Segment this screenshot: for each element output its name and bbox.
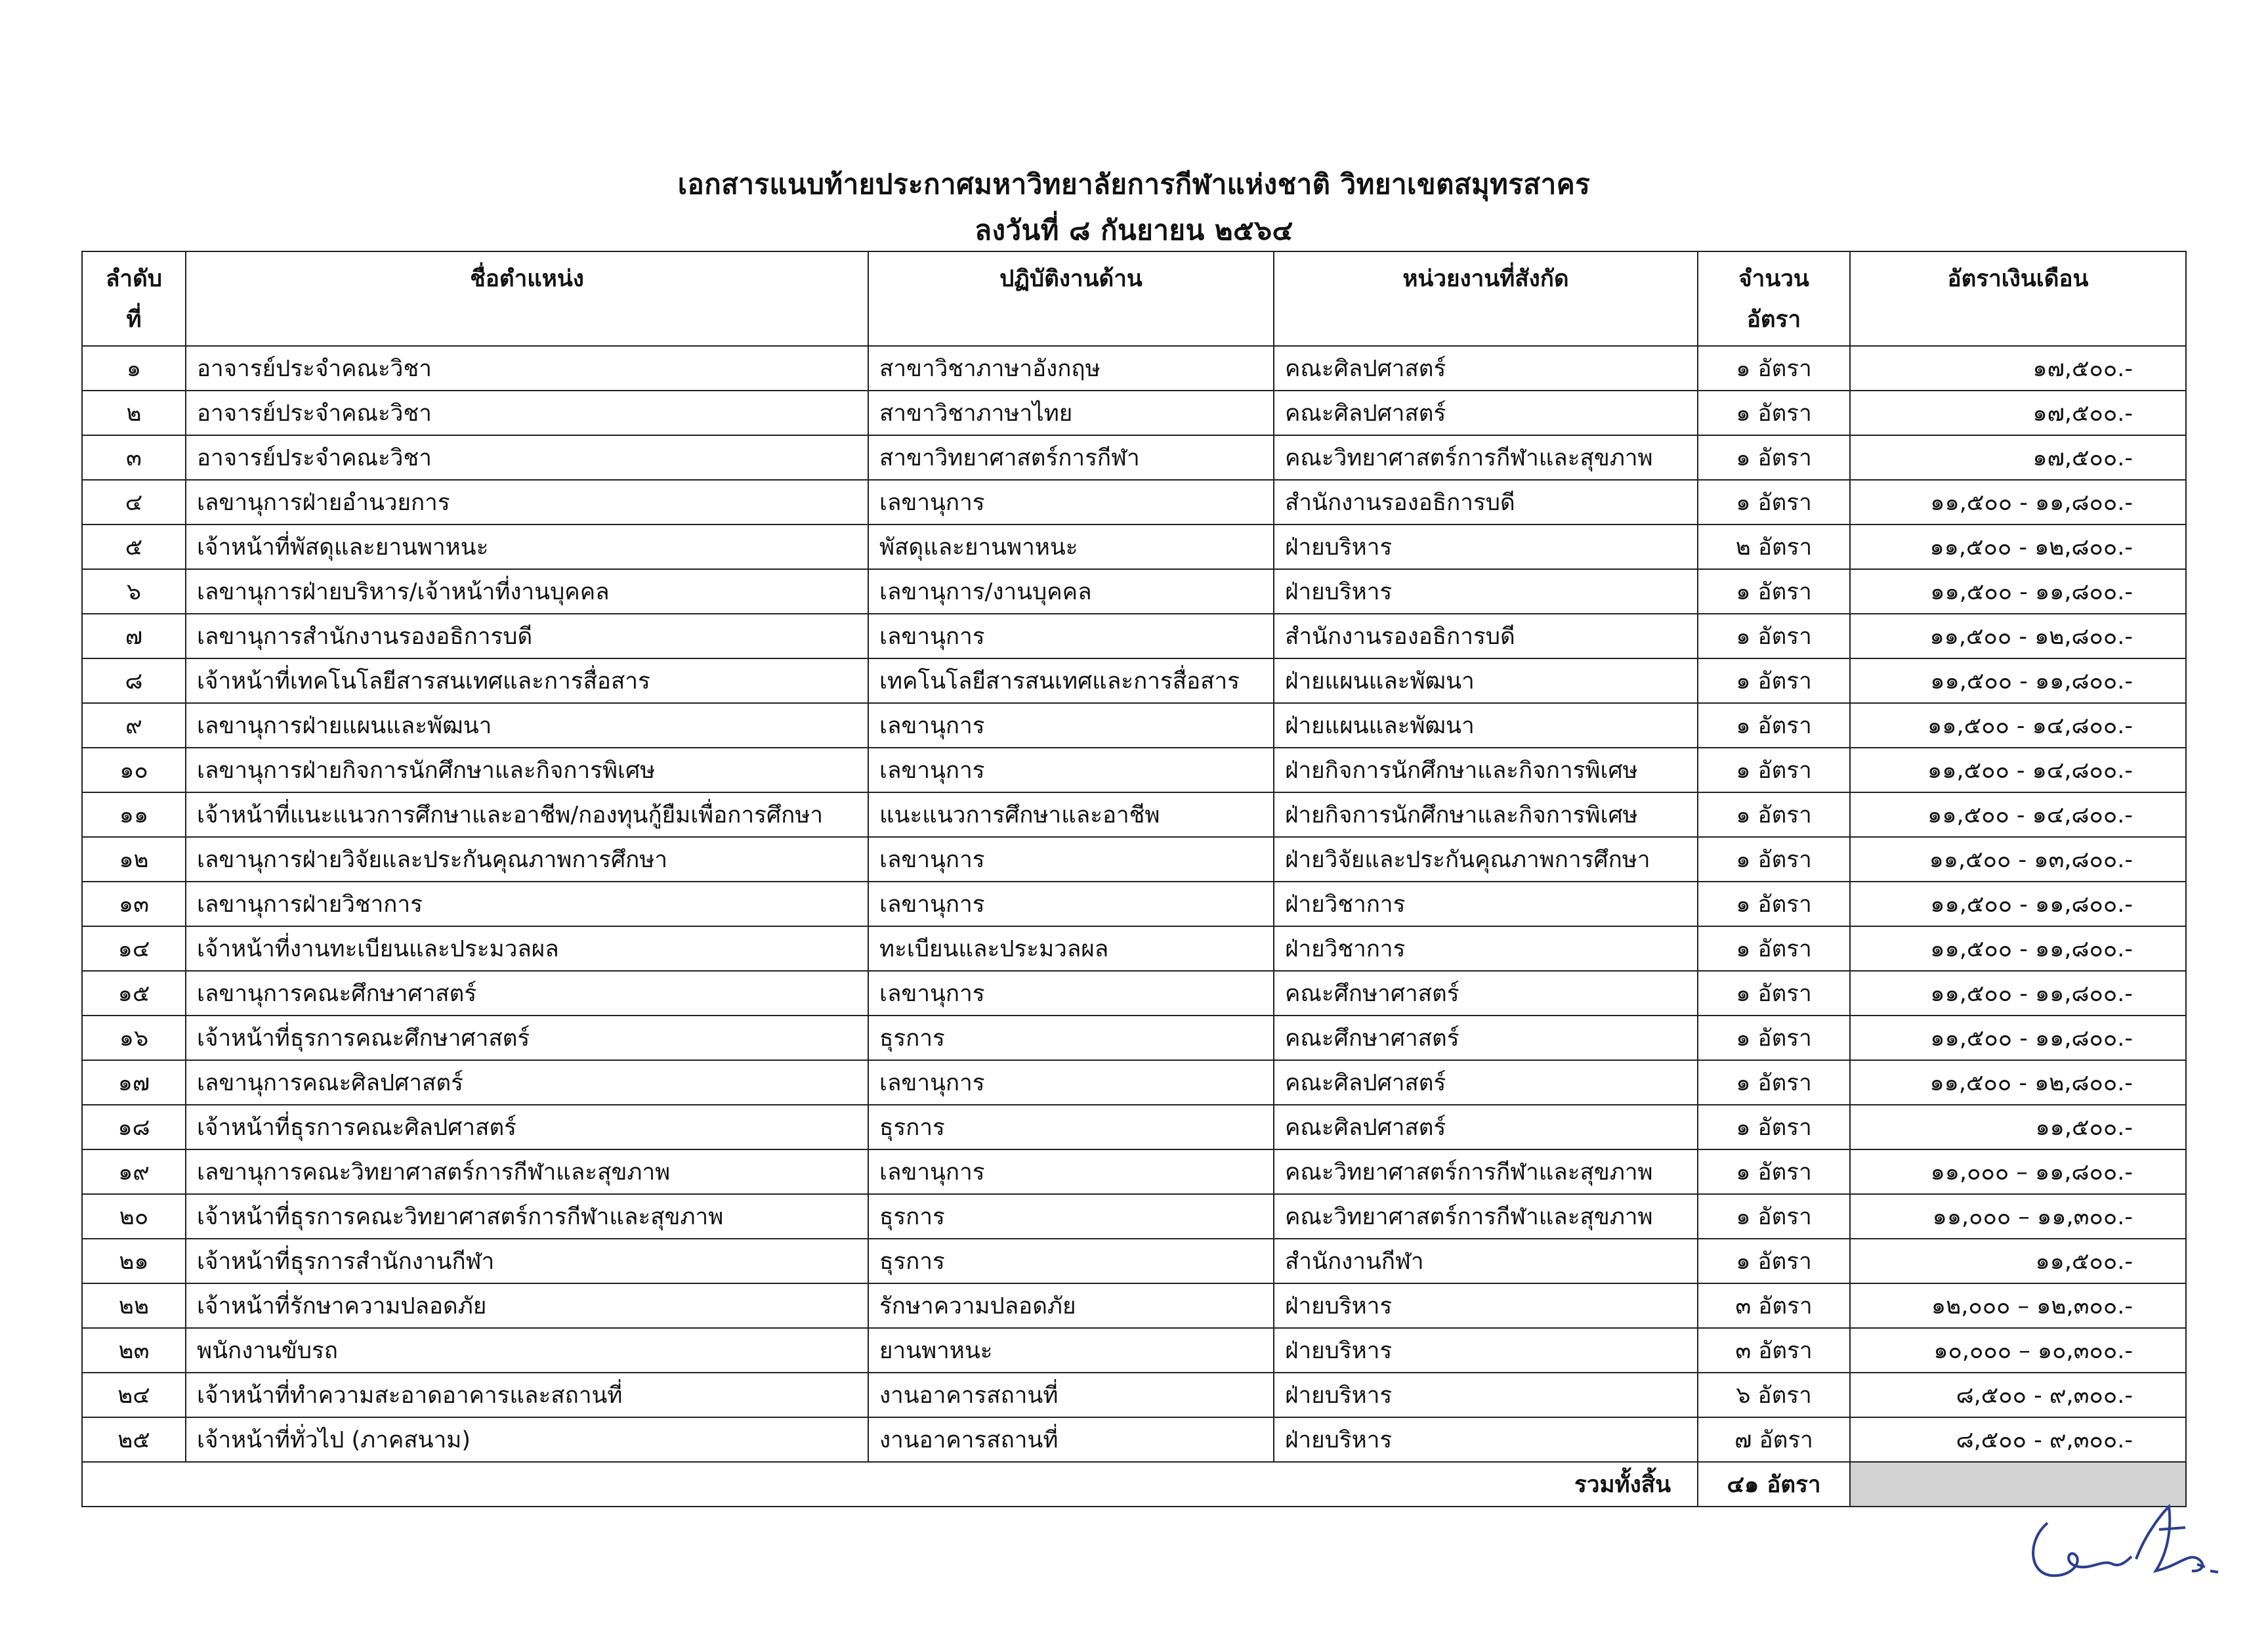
- work-field: เลขานุการ: [868, 882, 1274, 926]
- work-field: สาขาวิชาภาษาไทย: [868, 391, 1274, 435]
- work-field: ธุรการ: [868, 1239, 1274, 1283]
- position-name: พนักงานขับรถ: [186, 1328, 868, 1373]
- department-unit: สำนักงานรองอธิการบดี: [1274, 614, 1698, 658]
- row-number: ๑๖: [82, 1016, 186, 1060]
- work-field: เลขานุการ: [868, 971, 1274, 1016]
- table-row: [82, 882, 2186, 926]
- salary-rate: ๘,๕๐๐ - ๙,๓๐๐.-: [1850, 1417, 2186, 1462]
- position-count: ๑ อัตรา: [1698, 792, 1850, 837]
- department-unit: คณะวิทยาศาสตร์การกีฬาและสุขภาพ: [1274, 1194, 1698, 1239]
- position-name: เจ้าหน้าที่ธุรการสำนักงานกีฬา: [186, 1239, 868, 1283]
- salary-rate: ๑๑,๕๐๐ - ๑๑,๘๐๐.-: [1850, 1016, 2186, 1060]
- header-count: [1698, 251, 1850, 346]
- row-number: ๑๑: [82, 792, 186, 837]
- position-count: ๑ อัตรา: [1698, 1239, 1850, 1283]
- salary-rate: ๑๑,๕๐๐ - ๑๑,๘๐๐.-: [1850, 971, 2186, 1016]
- department-unit: ฝ่ายกิจการนักศึกษาและกิจการพิเศษ: [1274, 792, 1698, 837]
- position-name: เจ้าหน้าที่รักษาความปลอดภัย: [186, 1283, 868, 1328]
- table-row: [82, 480, 2186, 525]
- row-number: ๑: [82, 346, 186, 391]
- salary-rate: ๑๑,๕๐๐ - ๑๑,๘๐๐.-: [1850, 926, 2186, 971]
- salary-rate: ๑๑,๕๐๐ - ๑๑,๘๐๐.-: [1850, 569, 2186, 614]
- position-count: ๑ อัตรา: [1698, 1105, 1850, 1149]
- salary-rate: ๑๑,๕๐๐ - ๑๓,๘๐๐.-: [1850, 837, 2186, 882]
- position-name: เลขานุการฝ่ายบริหาร/เจ้าหน้าที่งานบุคคล: [186, 569, 868, 614]
- position-count: ๑ อัตรา: [1698, 614, 1850, 658]
- position-name: เลขานุการคณะวิทยาศาสตร์การกีฬาและสุขภาพ: [186, 1149, 868, 1194]
- work-field: เลขานุการ: [868, 614, 1274, 658]
- position-count: ๑ อัตรา: [1698, 703, 1850, 748]
- row-number: ๑๓: [82, 882, 186, 926]
- table-row: [82, 658, 2186, 703]
- document-date: ลงวันที่ ๘ กันยายน ๒๕๖๔: [975, 214, 1293, 246]
- department-unit: คณะศึกษาศาสตร์: [1274, 971, 1698, 1016]
- work-field: งานอาคารสถานที่: [868, 1417, 1274, 1462]
- department-unit: ฝ่ายวิชาการ: [1274, 882, 1698, 926]
- work-field: ทะเบียนและประมวลผล: [868, 926, 1274, 971]
- department-unit: ฝ่ายบริหาร: [1274, 569, 1698, 614]
- salary-rate: ๑๗,๕๐๐.-: [1850, 435, 2186, 480]
- table-row: [82, 346, 2186, 391]
- department-unit: คณะวิทยาศาสตร์การกีฬาและสุขภาพ: [1274, 1149, 1698, 1194]
- row-number: ๒๕: [82, 1417, 186, 1462]
- work-field: เลขานุการ: [868, 703, 1274, 748]
- table-row: [82, 525, 2186, 569]
- position-count: ๑ อัตรา: [1698, 658, 1850, 703]
- department-unit: สำนักงานกีฬา: [1274, 1239, 1698, 1283]
- header-field: ปฏิบัติงานด้าน: [868, 251, 1274, 346]
- table-row: [82, 1373, 2186, 1417]
- work-field: เลขานุการ: [868, 1149, 1274, 1194]
- header-unit: หน่วยงานที่สังกัด: [1274, 251, 1698, 346]
- salary-rate: ๑๐,๐๐๐ – ๑๐,๓๐๐.-: [1850, 1328, 2186, 1373]
- table-row: [82, 1105, 2186, 1149]
- position-name: เจ้าหน้าที่ธุรการคณะศิลปศาสตร์: [186, 1105, 868, 1149]
- work-field: พัสดุและยานพาหนะ: [868, 525, 1274, 569]
- department-unit: คณะศิลปศาสตร์: [1274, 391, 1698, 435]
- header-no-line1: ลำดับ: [105, 266, 163, 292]
- position-count: ๑ อัตรา: [1698, 882, 1850, 926]
- row-number: ๑๙: [82, 1149, 186, 1194]
- row-number: ๕: [82, 525, 186, 569]
- table-header-row: [82, 251, 2186, 346]
- position-count: ๑ อัตรา: [1698, 971, 1850, 1016]
- positions-table: [81, 251, 2187, 1507]
- salary-rate: ๑๑,๕๐๐ - ๑๒,๘๐๐.-: [1850, 614, 2186, 658]
- position-name: เลขานุการคณะศิลปศาสตร์: [186, 1060, 868, 1105]
- total-count: ๔๑ อัตรา: [1698, 1462, 1850, 1507]
- header-position: ชื่อตำแหน่ง: [186, 251, 868, 346]
- work-field: ธุรการ: [868, 1016, 1274, 1060]
- row-number: ๙: [82, 703, 186, 748]
- salary-rate: ๑๑,๕๐๐ - ๑๒,๘๐๐.-: [1850, 1060, 2186, 1105]
- work-field: เลขานุการ: [868, 748, 1274, 792]
- department-unit: ฝ่ายบริหาร: [1274, 1283, 1698, 1328]
- header-no: [82, 251, 186, 346]
- row-number: ๒๓: [82, 1328, 186, 1373]
- position-name: เลขานุการสำนักงานรองอธิการบดี: [186, 614, 868, 658]
- total-label: รวมทั้งสิ้น: [82, 1462, 1698, 1507]
- position-count: ๖ อัตรา: [1698, 1373, 1850, 1417]
- table-row: [82, 1060, 2186, 1105]
- row-number: ๒๔: [82, 1373, 186, 1417]
- table-row: [82, 748, 2186, 792]
- table-row: [82, 926, 2186, 971]
- position-name: เจ้าหน้าที่เทคโนโลยีสารสนเทศและการสื่อสาร: [186, 658, 868, 703]
- row-number: ๑๕: [82, 971, 186, 1016]
- table-row: [82, 792, 2186, 837]
- position-count: ๑ อัตรา: [1698, 480, 1850, 525]
- row-number: ๑๒: [82, 837, 186, 882]
- department-unit: คณะศิลปศาสตร์: [1274, 1060, 1698, 1105]
- header-count-line1: จำนวน: [1738, 266, 1809, 292]
- department-unit: คณะวิทยาศาสตร์การกีฬาและสุขภาพ: [1274, 435, 1698, 480]
- header-count-line2: อัตรา: [1746, 307, 1801, 333]
- position-count: ๑ อัตรา: [1698, 1016, 1850, 1060]
- salary-rate: ๑๑,๕๐๐ - ๑๑,๘๐๐.-: [1850, 882, 2186, 926]
- position-count: ๑ อัตรา: [1698, 391, 1850, 435]
- salary-rate: ๑๒,๐๐๐ – ๑๒,๓๐๐.-: [1850, 1283, 2186, 1328]
- department-unit: ฝ่ายบริหาร: [1274, 1373, 1698, 1417]
- department-unit: ฝ่ายบริหาร: [1274, 525, 1698, 569]
- position-count: ๑ อัตรา: [1698, 748, 1850, 792]
- position-name: เจ้าหน้าที่งานทะเบียนและประมวลผล: [186, 926, 868, 971]
- work-field: สาขาวิชาภาษาอังกฤษ: [868, 346, 1274, 391]
- position-name: เลขานุการฝ่ายวิจัยและประกันคุณภาพการศึกษา: [186, 837, 868, 882]
- department-unit: คณะศิลปศาสตร์: [1274, 346, 1698, 391]
- salary-rate: ๑๑,๕๐๐ - ๑๑,๘๐๐.-: [1850, 480, 2186, 525]
- work-field: เลขานุการ: [868, 837, 1274, 882]
- position-name: อาจารย์ประจำคณะวิชา: [186, 346, 868, 391]
- position-name: เจ้าหน้าที่แนะแนวการศึกษาและอาชีพ/กองทุนกู้ยืมเพื่อการศึกษา: [186, 792, 868, 837]
- position-name: เจ้าหน้าที่พัสดุและยานพาหนะ: [186, 525, 868, 569]
- position-name: เลขานุการคณะศึกษาศาสตร์: [186, 971, 868, 1016]
- salary-rate: ๑๑,๕๐๐ - ๑๔,๘๐๐.-: [1850, 703, 2186, 748]
- row-number: ๒: [82, 391, 186, 435]
- table-row: [82, 391, 2186, 435]
- row-number: ๒๒: [82, 1283, 186, 1328]
- table-row: [82, 1016, 2186, 1060]
- table-body: [82, 346, 2186, 1462]
- table-row: [82, 614, 2186, 658]
- position-count: ๑ อัตรา: [1698, 569, 1850, 614]
- position-name: เจ้าหน้าที่ธุรการคณะศึกษาศาสตร์: [186, 1016, 868, 1060]
- position-count: ๒ อัตรา: [1698, 525, 1850, 569]
- salary-rate: ๑๑,๕๐๐ - ๑๒,๘๐๐.-: [1850, 525, 2186, 569]
- table-row: [82, 1328, 2186, 1373]
- table-row: [82, 435, 2186, 480]
- department-unit: ฝ่ายวิชาการ: [1274, 926, 1698, 971]
- salary-rate: ๘,๕๐๐ - ๙,๓๐๐.-: [1850, 1373, 2186, 1417]
- position-name: เจ้าหน้าที่ทำความสะอาดอาคารและสถานที่: [186, 1373, 868, 1417]
- salary-rate: ๑๗,๕๐๐.-: [1850, 391, 2186, 435]
- table-row: [82, 1194, 2186, 1239]
- position-count: ๑ อัตรา: [1698, 837, 1850, 882]
- work-field: เทคโนโลยีสารสนเทศและการสื่อสาร: [868, 658, 1274, 703]
- department-unit: ฝ่ายแผนและพัฒนา: [1274, 658, 1698, 703]
- table-row: [82, 1283, 2186, 1328]
- department-unit: ฝ่ายบริหาร: [1274, 1328, 1698, 1373]
- work-field: เลขานุการ: [868, 480, 1274, 525]
- row-number: ๒๑: [82, 1239, 186, 1283]
- table-row: [82, 1149, 2186, 1194]
- position-name: เลขานุการฝ่ายแผนและพัฒนา: [186, 703, 868, 748]
- row-number: ๑๔: [82, 926, 186, 971]
- position-count: ๓ อัตรา: [1698, 1283, 1850, 1328]
- table-row: [82, 971, 2186, 1016]
- work-field: ยานพาหนะ: [868, 1328, 1274, 1373]
- row-number: ๔: [82, 480, 186, 525]
- position-name: เจ้าหน้าที่ธุรการคณะวิทยาศาสตร์การกีฬาและสุขภาพ: [186, 1194, 868, 1239]
- position-name: อาจารย์ประจำคณะวิชา: [186, 435, 868, 480]
- row-number: ๘: [82, 658, 186, 703]
- position-count: ๑ อัตรา: [1698, 1060, 1850, 1105]
- salary-rate: ๑๑,๕๐๐ - ๑๔,๘๐๐.-: [1850, 792, 2186, 837]
- salary-rate: ๑๑,๕๐๐.-: [1850, 1239, 2186, 1283]
- salary-rate: ๑๑,๕๐๐.-: [1850, 1105, 2186, 1149]
- work-field: แนะแนวการศึกษาและอาชีพ: [868, 792, 1274, 837]
- department-unit: ฝ่ายแผนและพัฒนา: [1274, 703, 1698, 748]
- table-row: [82, 1417, 2186, 1462]
- row-number: ๖: [82, 569, 186, 614]
- position-count: ๑ อัตรา: [1698, 346, 1850, 391]
- department-unit: คณะศึกษาศาสตร์: [1274, 1016, 1698, 1060]
- position-count: ๑ อัตรา: [1698, 1149, 1850, 1194]
- total-row: [82, 1462, 2186, 1507]
- position-name: เจ้าหน้าที่ทั่วไป (ภาคสนาม): [186, 1417, 868, 1462]
- row-number: ๗: [82, 614, 186, 658]
- position-count: ๑ อัตรา: [1698, 435, 1850, 480]
- position-count: ๑ อัตรา: [1698, 1194, 1850, 1239]
- work-field: เลขานุการ/งานบุคคล: [868, 569, 1274, 614]
- table-row: [82, 569, 2186, 614]
- department-unit: ฝ่ายวิจัยและประกันคุณภาพการศึกษา: [1274, 837, 1698, 882]
- salary-rate: ๑๑,๕๐๐ - ๑๔,๘๐๐.-: [1850, 748, 2186, 792]
- department-unit: คณะศิลปศาสตร์: [1274, 1105, 1698, 1149]
- header-no-line2: ที่: [126, 307, 142, 333]
- position-count: ๓ อัตรา: [1698, 1328, 1850, 1373]
- position-count: ๑ อัตรา: [1698, 926, 1850, 971]
- row-number: ๑๐: [82, 748, 186, 792]
- work-field: ธุรการ: [868, 1105, 1274, 1149]
- position-name: เลขานุการฝ่ายกิจการนักศึกษาและกิจการพิเศษ: [186, 748, 868, 792]
- row-number: ๒๐: [82, 1194, 186, 1239]
- document-title: เอกสารแนบท้ายประกาศมหาวิทยาลัยการกีฬาแห่งชาติ วิทยาเขตสมุทรสาคร: [677, 168, 1591, 200]
- salary-rate: ๑๑,๐๐๐ – ๑๑,๘๐๐.-: [1850, 1149, 2186, 1194]
- department-unit: ฝ่ายบริหาร: [1274, 1417, 1698, 1462]
- position-name: เลขานุการฝ่ายอำนวยการ: [186, 480, 868, 525]
- table-row: [82, 703, 2186, 748]
- header-salary: อัตราเงินเดือน: [1850, 251, 2186, 346]
- work-field: งานอาคารสถานที่: [868, 1373, 1274, 1417]
- work-field: รักษาความปลอดภัย: [868, 1283, 1274, 1328]
- work-field: สาขาวิทยาศาสตร์การกีฬา: [868, 435, 1274, 480]
- department-unit: สำนักงานรองอธิการบดี: [1274, 480, 1698, 525]
- salary-rate: ๑๑,๕๐๐ - ๑๑,๘๐๐.-: [1850, 658, 2186, 703]
- position-count: ๗ อัตรา: [1698, 1417, 1850, 1462]
- department-unit: ฝ่ายกิจการนักศึกษาและกิจการพิเศษ: [1274, 748, 1698, 792]
- table-row: [82, 837, 2186, 882]
- position-name: เลขานุการฝ่ายวิชาการ: [186, 882, 868, 926]
- work-field: เลขานุการ: [868, 1060, 1274, 1105]
- salary-rate: ๑๗,๕๐๐.-: [1850, 346, 2186, 391]
- signature-mark: [2021, 1493, 2231, 1592]
- table-row: [82, 1239, 2186, 1283]
- position-name: อาจารย์ประจำคณะวิชา: [186, 391, 868, 435]
- row-number: ๓: [82, 435, 186, 480]
- work-field: ธุรการ: [868, 1194, 1274, 1239]
- row-number: ๑๗: [82, 1060, 186, 1105]
- salary-rate: ๑๑,๐๐๐ – ๑๑,๓๐๐.-: [1850, 1194, 2186, 1239]
- row-number: ๑๘: [82, 1105, 186, 1149]
